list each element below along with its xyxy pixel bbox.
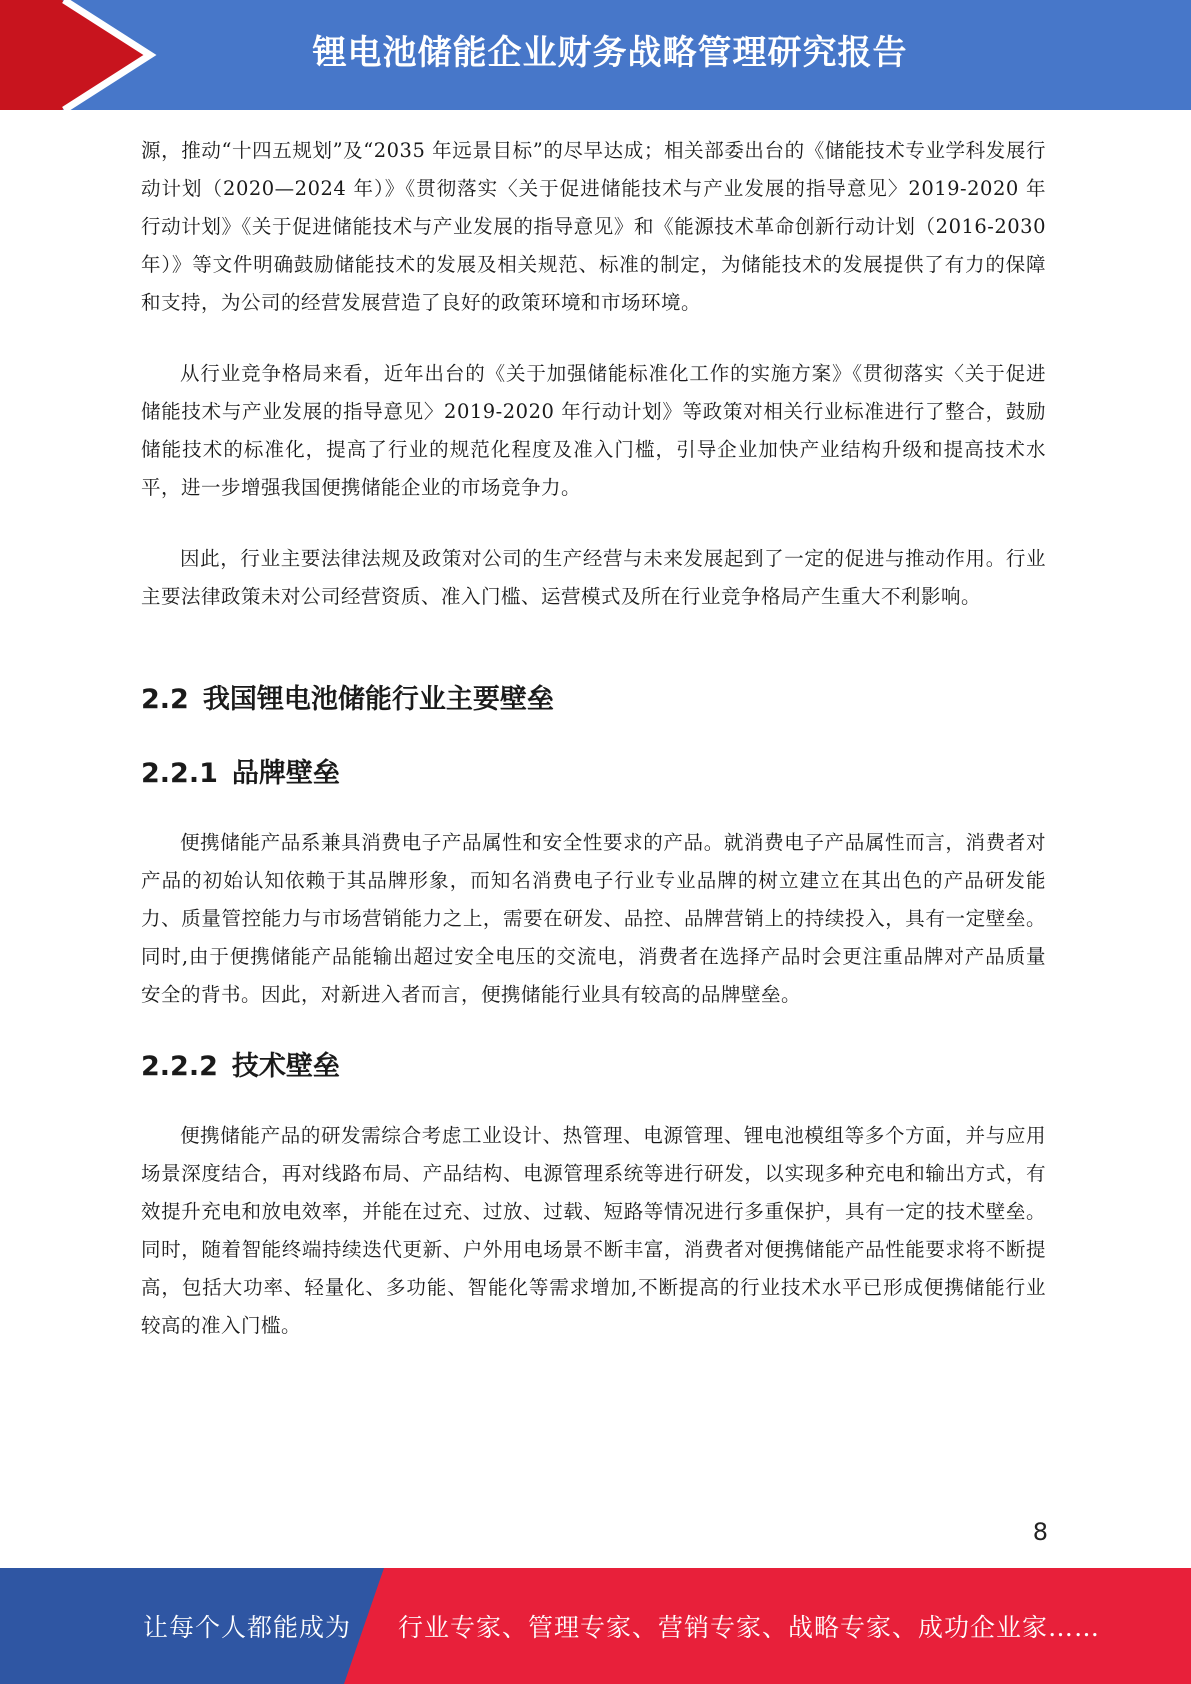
paragraph-technology-barrier: 便携储能产品的研发需综合考虑工业设计、热管理、电源管理、锂电池模组等多个方面，并与应用场景深度结合，再对线路布局、产品结构、电源管理系统等进行研发，以实现多种充电和输出方式，有效提升充电和放电效率，并能在过充、过放、过载、短路等情况进行多重保护，具有一定的技术壁垒。同时，随着智能终端持续迭代更新、户外用电场景不断丰富，消费者对便携储能产品性能要求将不断提高，包括大功率、轻量化、多功能、智能化等需求增加,不断提高的行业技术水平已形成便携储能行业较高的准入门槛。 bbox=[141, 1124, 1046, 1337]
subsection-heading-technology bbox=[141, 1047, 1046, 1087]
subsection-number: 2.2.1 bbox=[141, 758, 218, 789]
footer-slogan-right: 行业专家、管理专家、营销专家、战略专家、成功企业家…… bbox=[398, 1613, 1101, 1642]
section-title: 我国锂电池储能行业主要壁垒 bbox=[202, 684, 554, 715]
section-heading bbox=[141, 680, 1046, 720]
subsection-heading-brand bbox=[141, 754, 1046, 794]
section-number: 2.2 bbox=[141, 684, 189, 715]
page-number: 8 bbox=[1032, 1518, 1048, 1546]
paragraph-competition-landscape: 从行业竞争格局来看，近年出台的《关于加强储能标准化工作的实施方案》《贯彻落实〈关于促进储能技术与产业发展的指导意见〉2019-2020 年行动计划》等政策对相关行业标准进行了整合，鼓励储能技术的标准化，提高了行业的规范化程度及准入门槛，引导企业加快产业结构升级和提高技术水平，进一步增强我国便携储能企业的市场竞争力。 bbox=[141, 362, 1046, 499]
footer-band bbox=[0, 1568, 1191, 1684]
page-content bbox=[141, 132, 1046, 1378]
footer-slogan-left: 让每个人都能成为 bbox=[143, 1613, 352, 1642]
header-band bbox=[0, 0, 1191, 110]
paragraph-conclusion: 因此，行业主要法律法规及政策对公司的生产经营与未来发展起到了一定的促进与推动作用。行业主要法律政策未对公司经营资质、准入门槛、运营模式及所在行业竞争格局产生重大不利影响。 bbox=[141, 547, 1046, 608]
report-title: 锂电池储能企业财务战略管理研究报告 bbox=[312, 33, 908, 73]
subsection-title: 品牌壁垒 bbox=[231, 758, 340, 789]
chevron-fill bbox=[0, 0, 150, 110]
paragraph-brand-barrier: 便携储能产品系兼具消费电子产品属性和安全性要求的产品。就消费电子产品属性而言，消费者对产品的初始认知依赖于其品牌形象，而知名消费电子行业专业品牌的树立建立在其出色的产品研发能力、质量管控能力与市场营销能力之上，需要在研发、品控、品牌营销上的持续投入，具有一定壁垒。同时,由于便携储能产品能输出超过安全电压的交流电，消费者在选择产品时会更注重品牌对产品质量安全的背书。因此，对新进入者而言，便携储能行业具有较高的品牌壁垒。 bbox=[141, 831, 1046, 1006]
subsection-title: 技术壁垒 bbox=[231, 1051, 340, 1082]
paragraph-policy-support: 源，推动“十四五规划”及“2035 年远景目标”的尽早达成；相关部委出台的《储能技术专业学科发展行动计划（2020—2024 年）》《贯彻落实〈关于促进储能技术与产业发展的指导意见〉2019-2020 年行动计划》《关于促进储能技术与产业发展的指导意见》和《能源技术革命创新行动计划（2016-2030 年）》等文件明确鼓励储能技术的发展及相关规范、标准的制定，为储能技术的发展提供了有力的保障和支持，为公司的经营发展营造了良好的政策环境和市场环境。 bbox=[141, 139, 1046, 314]
subsection-number: 2.2.2 bbox=[141, 1051, 218, 1082]
red-chevron-logo bbox=[0, 0, 160, 110]
